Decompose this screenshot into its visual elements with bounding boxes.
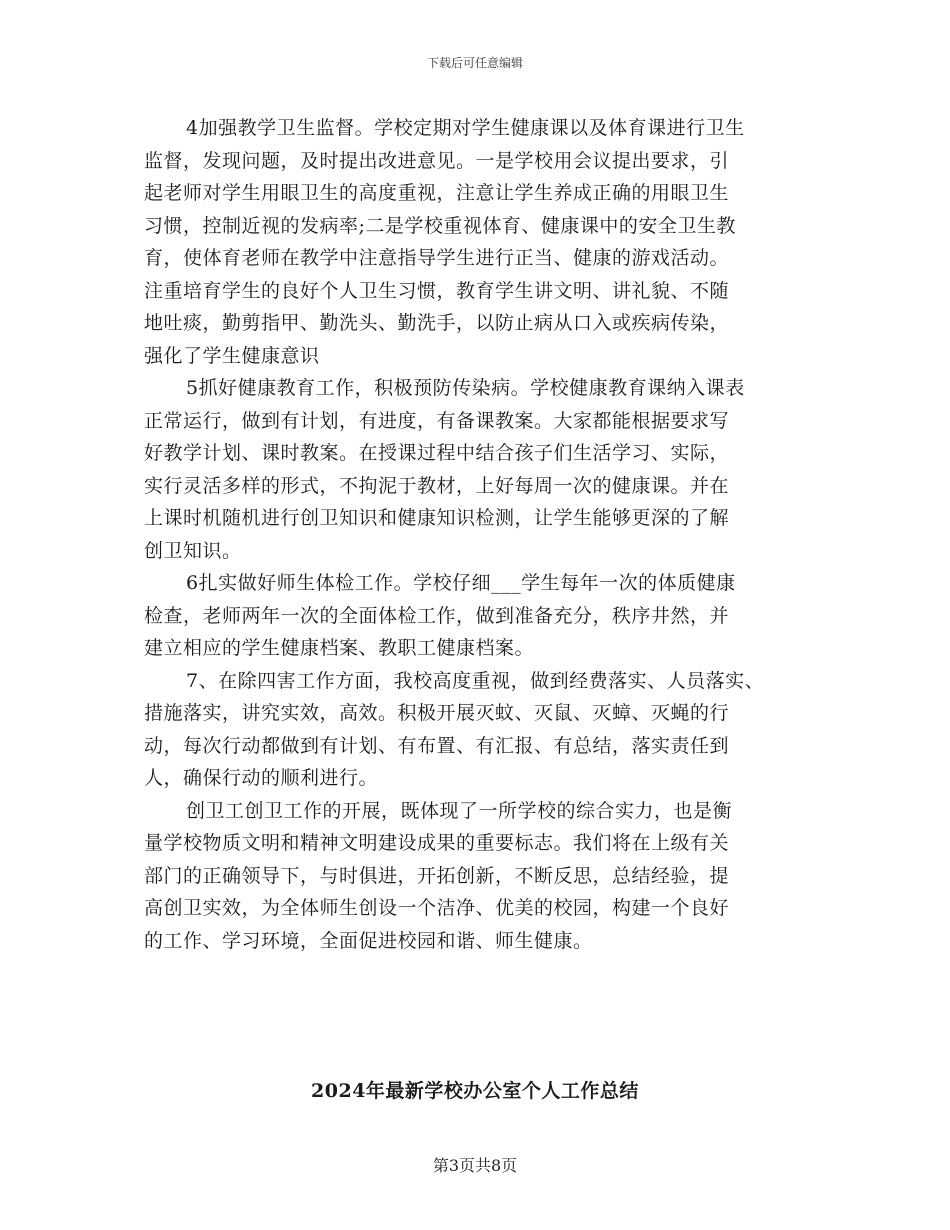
paragraph-line: 创卫知识。 bbox=[144, 539, 242, 562]
paragraph-line: 部门的正确领导下，与时俱进，开拓创新，不断反思，总结经验，提 bbox=[144, 864, 730, 887]
paragraph-line: 强化了学生健康意识 bbox=[144, 344, 320, 367]
paragraph-line: 好教学计划、课时教案。在授课过程中结合孩子们生活学习、实际， bbox=[144, 442, 730, 464]
paragraph-line: 地吐痰，勤剪指甲、勤洗头、勤洗手，以防止病从口入或疾病传染， bbox=[144, 312, 730, 334]
paragraph-line: 动，每次行动都做到有计划、有布置、有汇报、有总结，落实责任到 bbox=[144, 734, 730, 757]
paragraph-line: 7、在除四害工作方面，我校高度重视，做到经费落实、人员落实、 bbox=[186, 669, 765, 692]
paragraph-line: 检查，老师两年一次的全面体检工作，做到准备充分，秩序井然，并 bbox=[144, 604, 730, 627]
paragraph-line: 正常运行，做到有计划，有进度，有备课教案。大家都能根据要求写 bbox=[144, 409, 730, 432]
paragraph-health-education bbox=[144, 372, 824, 567]
paragraph-line: 注重培育学生的良好个人卫生习惯，教育学生讲文明、讲礼貌、不随 bbox=[144, 279, 730, 302]
paragraph-line: 量学校物质文明和精神文明建设成果的重要标志。我们将在上级有关 bbox=[144, 832, 730, 854]
paragraph-four-pests bbox=[144, 665, 824, 795]
paragraph-line: 上课时机随机进行创卫知识和健康知识检测，让学生能够更深的了解 bbox=[144, 507, 730, 529]
paragraph-line: 6扎实做好师生体检工作。学校仔细___学生每年一次的体质健康 bbox=[186, 572, 736, 594]
paragraph-hygiene-supervision bbox=[144, 112, 824, 372]
paragraph-line: 监督，发现问题，及时提出改进意见。一是学校用会议提出要求，引 bbox=[144, 149, 730, 172]
paragraph-line: 育，使体育老师在教学中注意指导学生进行正当、健康的游戏活动。 bbox=[144, 247, 730, 269]
paragraph-line: 4加强教学卫生监督。学校定期对学生健康课以及体育课进行卫生 bbox=[186, 117, 745, 139]
paragraph-line: 实行灵活多样的形式，不拘泥于教材，上好每周一次的健康课。并在 bbox=[144, 474, 730, 497]
section-title: 2024年最新学校办公室个人工作总结 bbox=[311, 1080, 639, 1102]
paragraph-conclusion bbox=[144, 795, 824, 958]
paragraph-line: 的工作、学习环境，全面促进校园和谐、师生健康。 bbox=[144, 929, 593, 952]
paragraph-physical-exam bbox=[144, 567, 824, 665]
paragraph-line: 措施落实，讲究实效，高效。积极开展灭蚊、灭鼠、灭蟑、灭蝇的行 bbox=[144, 702, 730, 724]
paragraph-line: 人，确保行动的顺利进行。 bbox=[144, 767, 379, 789]
page-number: 第3页共8页 bbox=[432, 1156, 518, 1175]
paragraph-line: 高创卫实效，为全体师生创设一个洁净、优美的校园，构建一个良好 bbox=[144, 897, 730, 919]
document-body bbox=[144, 112, 824, 957]
paragraph-line: 5抓好健康教育工作，积极预防传染病。学校健康教育课纳入课表 bbox=[186, 377, 745, 399]
paragraph-line: 习惯，控制近视的发病率;二是学校重视体育、健康课中的安全卫生教 bbox=[144, 214, 736, 237]
paragraph-line: 创卫工创卫工作的开展，既体现了一所学校的综合实力，也是衡 bbox=[186, 799, 733, 822]
paragraph-line: 起老师对学生用眼卫生的高度重视，注意让学生养成正确的用眼卫生 bbox=[144, 182, 730, 204]
header-note: 下载后可任意编辑 bbox=[426, 56, 523, 70]
paragraph-line: 建立相应的学生健康档案、教职工健康档案。 bbox=[144, 637, 535, 659]
